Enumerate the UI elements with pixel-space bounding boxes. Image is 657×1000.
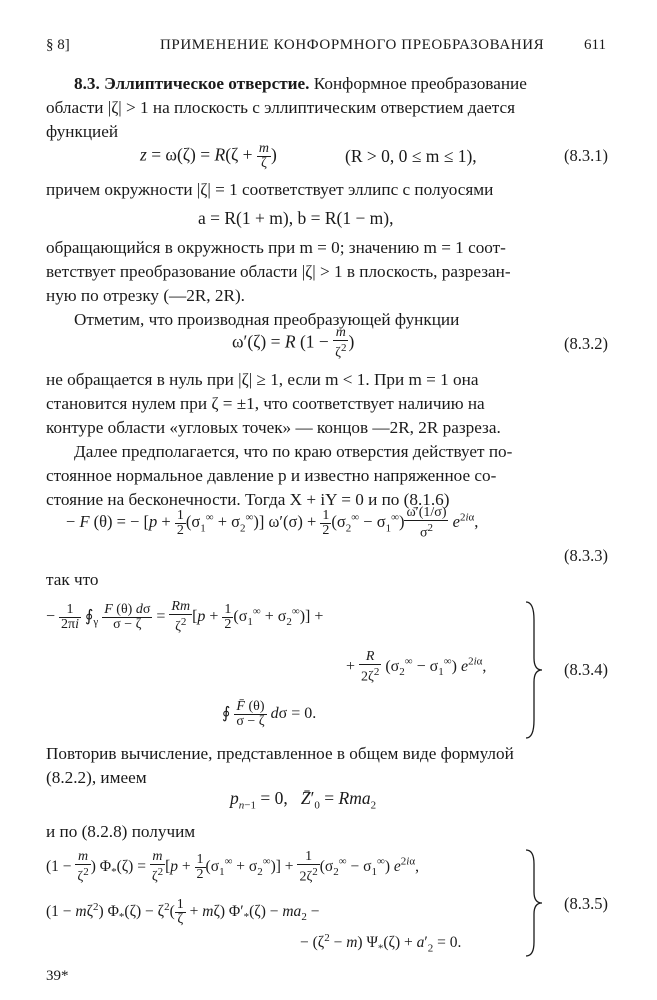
equation-8-3-1-condition: (R > 0, 0 ≤ m ≤ 1), [345, 146, 477, 166]
text-line: области |ζ| > 1 на плоскость с эллиптическим отверстием дается [46, 98, 516, 117]
paragraph: причем окружности |ζ| = 1 соответствует эллипс с полуосями [46, 180, 494, 199]
equation-number: (8.3.5) [564, 894, 608, 913]
brace-8-3-5 [524, 848, 544, 958]
running-title: ПРИМЕНЕНИЕ КОНФОРМНОГО ПРЕОБРАЗОВАНИЯ [160, 37, 545, 53]
brace-8-3-4 [524, 600, 544, 740]
equation-8-3-4-line2: + $\frac{R}{2\zeta^2}$ $(\sigma_2^\infty - \sigma_1^\infty)$ $e^{2i\alpha}$, [346, 649, 487, 685]
section-mark: § 8] [46, 37, 70, 53]
equation-8-3-1: z = ω(ζ) = R(ζ + $\frac{m}{\zeta}$ ) [140, 141, 277, 171]
equation-number: (8.3.1) [564, 146, 608, 165]
equation-pn: $p_{n-1} = 0$, $Z̄'_0 = Rma_2$ [230, 788, 377, 812]
section-heading: 8.3. Эллиптическое отверстие. [74, 74, 310, 93]
signature-mark: 39* [46, 968, 69, 984]
equation-8-3-5-line2: $(1 - m\zeta^2)$ $\Phi_*(\zeta) - \zeta^2$( $\frac{1}{\zeta}$ + mζ) $\Phi'_*(\zeta) - ma_2$ − [46, 897, 320, 927]
equation-number: (8.3.4) [564, 660, 608, 679]
equation-number: (8.3.2) [564, 334, 608, 353]
page-number: 611 [584, 37, 606, 53]
paragraph: не обращается в нуль при |ζ| ≥ 1, если m < 1. При m = 1 она становится нулем при ζ = ±1, что соответствует наличию на контуре области «угловых точек» — концов —2R, 2R разреза. Далее предполагается, что по краю отверстия действует по- стоянное нормальное давление p и известно напряженное со- стояние на бесконечности. Тогда X + iY = 0 и по (8.1.6) [46, 370, 513, 509]
equation-8-3-4-line1: − $\frac{1}{2\pi i}$ $∮_\gamma$ $\frac{F (\theta) d\sigma}{\sigma - \zeta}$ = $\frac{Rm}{\zeta^2}$ [p + $\frac{1}{2}$ $(\sigma_1^\infty + \sigma_2^\infty)$] + [46, 599, 324, 635]
paragraph-intro: 8.3. Эллиптическое отверстие. Конформное преобразование области |ζ| > 1 на плоскость с эллиптическим отверстием дается функцией [46, 72, 606, 144]
equation-8-3-5-line3: − $(\zeta^2 - m) \Psi_*(\zeta) + a'_2 = 0$. [300, 932, 462, 955]
equation-axes: a = R(1 + m), b = R(1 − m), [198, 208, 394, 228]
equation-8-3-4-line3: ∮ $\frac{F̄ (\theta)}{\sigma - \zeta}$ dσ = 0. [222, 699, 317, 729]
equation-8-3-2: ω′(ζ) = R (1 − $\frac{m}{\zeta^2}$ ) [232, 325, 355, 361]
paragraph: Повторив вычисление, представленное в общем виде формулой (8.2.2), имеем [46, 744, 514, 787]
equation-number: (8.3.3) [564, 546, 608, 565]
text-line: функцией [46, 122, 119, 141]
equation-8-3-3: − F (θ) = − [p + $\frac{1}{2}$ $(\sigma_1^\infty + \sigma_2^\infty)$] ω′(σ) + $\frac{1}{2}$ $(\sigma_2^\infty - \sigma_1^\infty)$ $\frac{\omegā'(1/\sigma)}{\sigma^2}$ $e^{2i\alpha}$, [66, 505, 479, 541]
paragraph: и по (8.2.8) получим [46, 822, 196, 841]
equation-8-3-5-line1: (1 − $\frac{m}{\zeta^2}$ ) $\Phi_*(\zeta)$ = $\frac{m}{\zeta^2}$ [p + $\frac{1}{2}$ $(\sigma_1^\infty + \sigma_2^\infty)$] + $\frac{1}{2\zeta^2}$ $(\sigma_2^\infty - \sigma_1^\infty)$ $e^{2i\alpha}$, [46, 849, 419, 885]
paragraph: так что [46, 570, 99, 589]
paragraph: обращающийся в окружность при m = 0; значению m = 1 соот- ветствует преобразование области |ζ| > 1 в плоскость, разрезан- ную по отрезку (—2R, 2R). Отметим, что производная преобразующей функции [46, 238, 511, 329]
